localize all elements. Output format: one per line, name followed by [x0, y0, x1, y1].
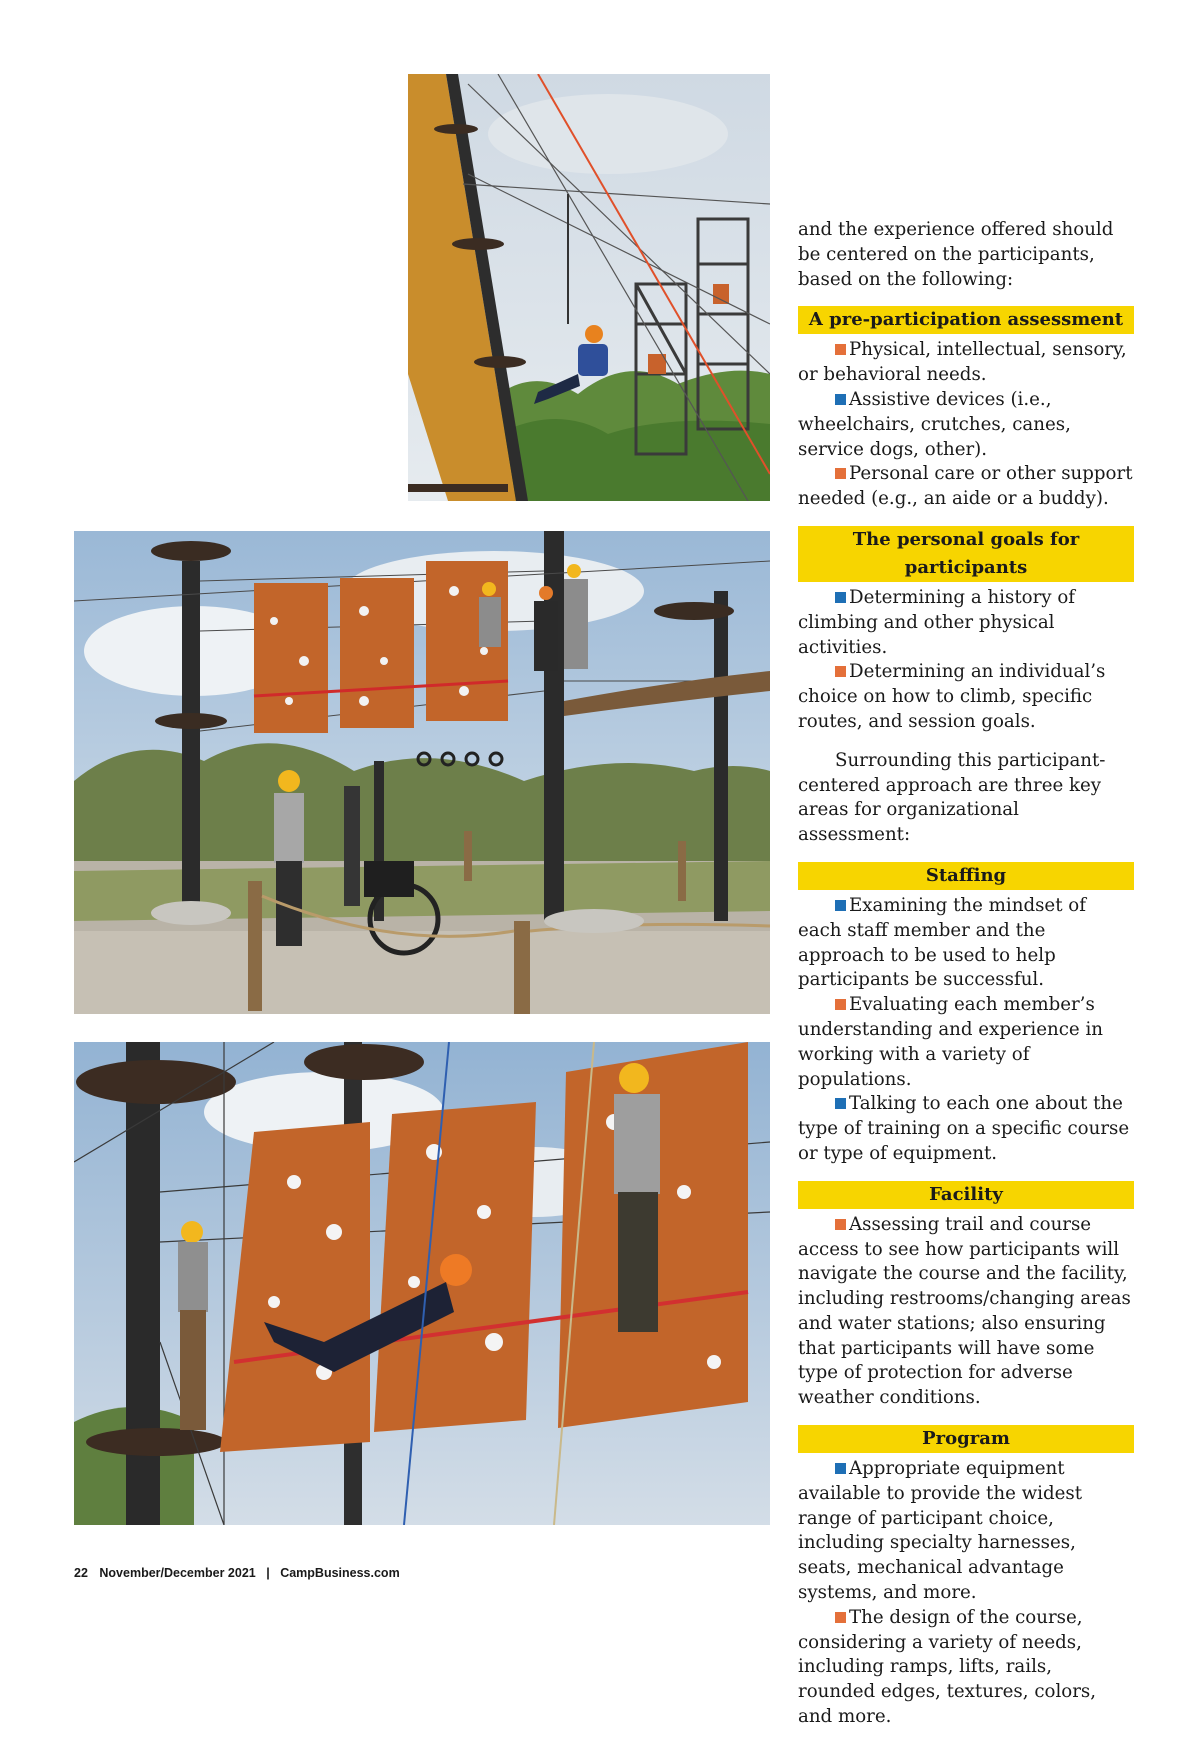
- list-item: Determining an individual’s choice on how to climb, specific routes, and session goals.: [798, 661, 1106, 732]
- square-bullet-icon: [835, 1098, 846, 1109]
- section-heading: Staffing: [798, 862, 1134, 890]
- section-personal-goals: [798, 526, 1134, 735]
- photo-ropes-course-wide: [74, 531, 770, 1014]
- issue-date: November/December 2021: [99, 1566, 256, 1580]
- square-bullet-icon: [835, 394, 846, 405]
- square-bullet-icon: [835, 592, 846, 603]
- article-column: [798, 218, 1134, 1744]
- square-bullet-icon: [835, 999, 846, 1010]
- list-item: The design of the course, considering a variety of needs, including ramps, lifts, rails, rounded edges, textures, colors, and more.: [798, 1606, 1097, 1728]
- page-number: 22: [74, 1566, 88, 1580]
- square-bullet-icon: [835, 666, 846, 677]
- list-item: Appropriate equipment available to provide the widest range of participant choice, including specialty harnesses, seats, mechanical advantage systems, and more.: [798, 1458, 1083, 1604]
- square-bullet-icon: [835, 344, 846, 355]
- body-paragraph: Surrounding this participant-centered approach are three key areas for organizational assessment:: [798, 749, 1106, 846]
- section-pre-participation: [798, 306, 1134, 512]
- section-staffing: [798, 862, 1134, 1167]
- square-bullet-icon: [835, 468, 846, 479]
- square-bullet-icon: [835, 900, 846, 911]
- site-link[interactable]: CampBusiness.com: [280, 1566, 400, 1580]
- section-heading: Program: [798, 1425, 1134, 1453]
- square-bullet-icon: [835, 1463, 846, 1474]
- section-facility: [798, 1181, 1134, 1411]
- list-item: Evaluating each member’s understanding and experience in working with a variety of populations.: [798, 994, 1103, 1090]
- list-item: Talking to each one about the type of training on a specific course or type of equipment.: [798, 1093, 1130, 1164]
- list-item: Assistive devices (i.e., wheelchairs, crutches, canes, service dogs, other).: [798, 388, 1071, 460]
- section-heading: The personal goals for participants: [798, 526, 1134, 582]
- photo-climbing-wall-closeup: [74, 1042, 770, 1525]
- footer-separator: |: [266, 1566, 270, 1580]
- intro-text: and the experience offered should be centered on the participants, based on the following:: [798, 219, 1114, 290]
- page-footer: [74, 1566, 400, 1580]
- section-heading: A pre-participation assessment: [798, 306, 1134, 334]
- square-bullet-icon: [835, 1219, 846, 1230]
- section-program: [798, 1425, 1134, 1730]
- list-item: Examining the mindset of each staff member and the approach to be used to help participants be successful.: [798, 894, 1086, 991]
- list-item: Personal care or other support needed (e.g., an aide or a buddy).: [798, 463, 1133, 510]
- list-item: Determining a history of climbing and other physical activities.: [798, 586, 1076, 658]
- square-bullet-icon: [835, 1612, 846, 1623]
- photo-zipline-participant: [408, 74, 770, 501]
- list-item: Assessing trail and course access to see how participants will navigate the course and the facility, including restrooms/changing areas and water stations; also ensuring that participants will have some type of protection for adverse weather conditions.: [798, 1213, 1131, 1409]
- section-heading: Facility: [798, 1181, 1134, 1209]
- list-item: Physical, intellectual, sensory, or behavioral needs.: [798, 339, 1127, 386]
